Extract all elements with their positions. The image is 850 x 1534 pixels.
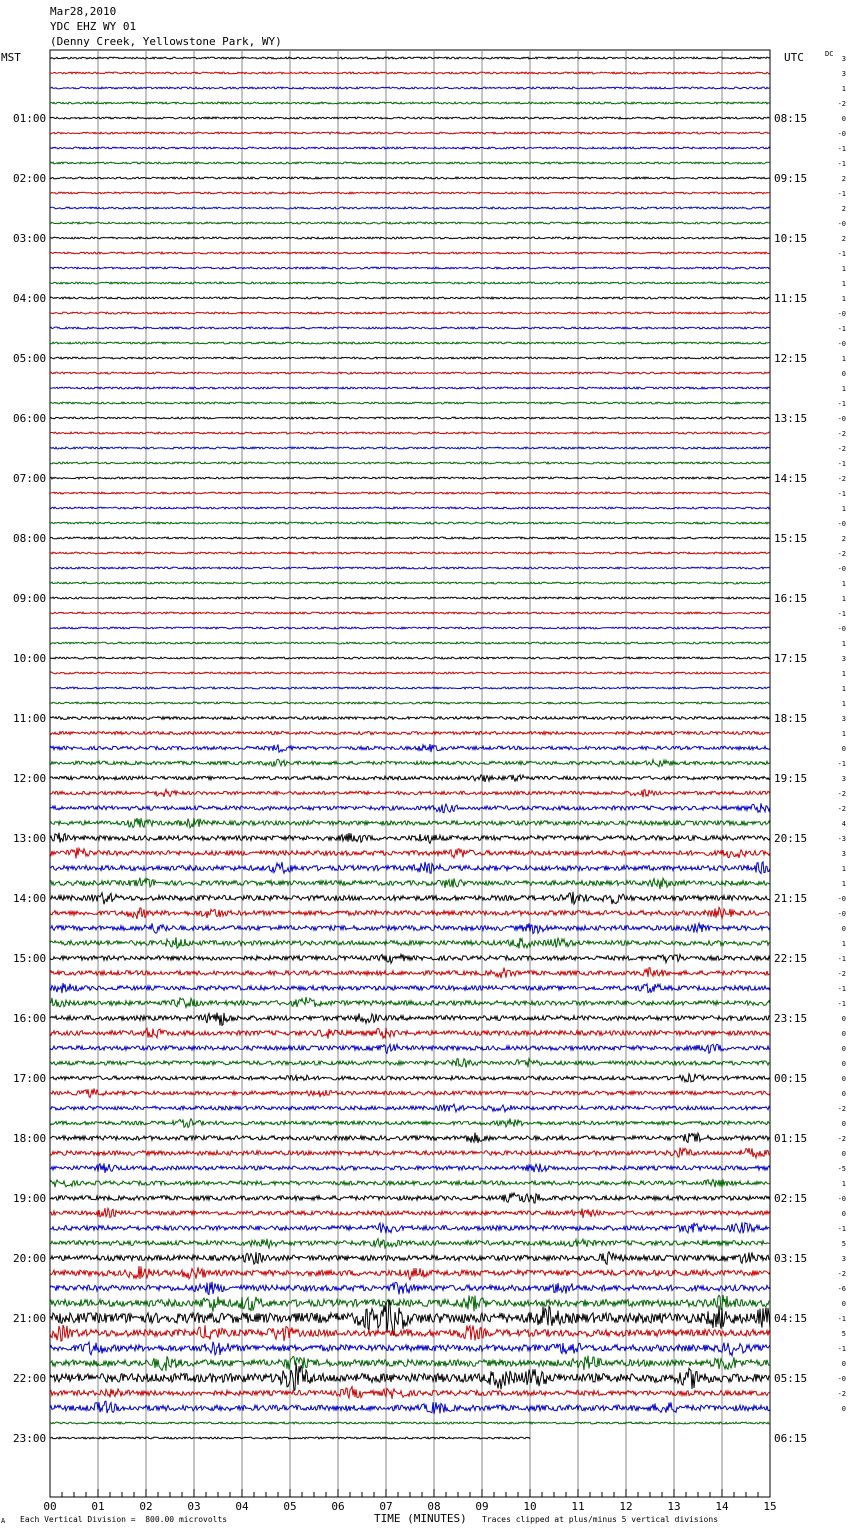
dc-offset-label: 0 (841, 1405, 846, 1413)
mst-hour-label: 05:00 (13, 352, 47, 365)
seismic-trace (50, 387, 770, 389)
dc-offset-label: -0 (837, 520, 846, 528)
dc-offset-label: 1 (841, 280, 846, 288)
utc-hour-label: 01:15 (774, 1132, 808, 1145)
seismic-trace (50, 402, 770, 404)
dc-offset-label: 3 (841, 1255, 846, 1263)
dc-offset-label: -1 (837, 190, 846, 198)
seismic-trace (50, 597, 770, 599)
dc-offset-label: 0 (841, 1030, 846, 1038)
seismic-trace (50, 848, 770, 859)
dc-offset-label: 4 (841, 820, 846, 828)
x-axis-label: TIME (MINUTES) (374, 1512, 467, 1525)
seismic-trace (50, 878, 770, 889)
seismic-trace (50, 1342, 770, 1356)
mst-hour-label: 13:00 (13, 832, 47, 845)
dc-offset-label: 1 (841, 505, 846, 513)
dc-offset-label: -1 (837, 400, 846, 408)
dc-offset-label: 0 (841, 1045, 846, 1053)
utc-hour-label: 08:15 (774, 112, 808, 125)
dc-offset-label: 1 (841, 265, 846, 273)
mst-hour-label: 07:00 (13, 472, 47, 485)
seismic-trace (50, 717, 770, 720)
dc-offset-label: 1 (841, 700, 846, 708)
dc-offset-label: -1 (837, 610, 846, 618)
seismic-trace (50, 477, 770, 479)
mst-hour-label: 03:00 (13, 232, 47, 245)
utc-hour-label: 15:15 (774, 532, 808, 545)
dc-label: DC (825, 50, 834, 58)
dc-offset-label: 5 (841, 1330, 846, 1338)
right-timezone-label: UTC (784, 51, 804, 64)
dc-offset-label: 3 (841, 850, 846, 858)
seismic-trace (50, 462, 770, 464)
seismic-trace (50, 582, 770, 584)
seismic-trace (50, 997, 770, 1007)
seismic-trace (50, 267, 770, 269)
dc-offset-label: -2 (837, 430, 846, 438)
seismic-trace (50, 1208, 770, 1218)
seismic-trace (50, 1028, 770, 1039)
mst-hour-label: 19:00 (13, 1192, 47, 1205)
dc-offset-label: -2 (837, 1270, 846, 1278)
dc-offset-label: 0 (841, 115, 846, 123)
dc-offset-label: -1 (837, 160, 846, 168)
dc-offset-label: 0 (841, 1300, 846, 1308)
dc-offset-label: -1 (837, 985, 846, 993)
dc-offset-label: -1 (837, 460, 846, 468)
seismic-trace (50, 1356, 770, 1371)
dc-offset-label: 1 (841, 685, 846, 693)
dc-offset-label: 3 (841, 655, 846, 663)
mst-hour-label: 06:00 (13, 412, 47, 425)
mst-hour-label: 15:00 (13, 952, 47, 965)
dc-offset-label: -6 (837, 1285, 846, 1293)
dc-offset-label: 0 (841, 1210, 846, 1218)
mst-hour-label: 23:00 (13, 1432, 47, 1445)
x-tick-label: 11 (571, 1500, 585, 1513)
seismic-trace (50, 327, 770, 329)
dc-offset-label: 3 (841, 775, 846, 783)
x-tick-label: 02 (139, 1500, 153, 1513)
dc-offset-label: -2 (837, 445, 846, 453)
seismic-trace (50, 1074, 770, 1082)
seismic-trace (50, 968, 770, 979)
utc-hour-label: 19:15 (774, 772, 808, 785)
mst-hour-label: 11:00 (13, 712, 47, 725)
x-tick-label: 13 (667, 1500, 681, 1513)
seismic-trace (50, 372, 770, 374)
seismic-trace (50, 312, 770, 314)
dc-offset-label: -2 (837, 475, 846, 483)
x-tick-label: 06 (331, 1500, 345, 1513)
seismic-trace (50, 1422, 770, 1424)
seismic-trace (50, 627, 770, 629)
dc-offset-label: 0 (841, 1075, 846, 1083)
x-tick-label: 00 (43, 1500, 57, 1513)
seismic-trace (50, 1119, 770, 1128)
utc-hour-label: 17:15 (774, 652, 808, 665)
seismic-trace (50, 1044, 770, 1053)
dc-offset-label: 3 (841, 715, 846, 723)
seismic-trace (50, 744, 770, 752)
dc-offset-label: 0 (841, 1120, 846, 1128)
seismic-trace (50, 1222, 770, 1233)
seismic-trace (50, 1295, 770, 1312)
utc-hour-label: 11:15 (774, 292, 808, 305)
dc-offset-label: 1 (841, 295, 846, 303)
seismic-trace (50, 507, 770, 509)
dc-offset-label: -0 (837, 130, 846, 138)
mst-hour-label: 09:00 (13, 592, 47, 605)
seismic-trace (50, 1239, 770, 1248)
seismic-trace (50, 937, 770, 948)
utc-hour-label: 02:15 (774, 1192, 808, 1205)
seismic-trace (50, 1282, 770, 1295)
seismic-trace (50, 672, 770, 674)
seismic-trace (50, 1148, 770, 1158)
dc-offset-label: -0 (837, 565, 846, 573)
utc-hour-label: 05:15 (774, 1372, 808, 1385)
dc-offset-label: -5 (837, 1165, 846, 1173)
dc-offset-label: -2 (837, 1135, 846, 1143)
seismic-trace (50, 862, 770, 874)
dc-offset-label: -0 (837, 625, 846, 633)
utc-hour-label: 06:15 (774, 1432, 808, 1445)
x-tick-label: 08 (427, 1500, 441, 1513)
dc-offset-label: 0 (841, 1015, 846, 1023)
dc-offset-label: -0 (837, 1375, 846, 1383)
utc-hour-label: 20:15 (774, 832, 808, 845)
dc-offset-label: -2 (837, 790, 846, 798)
dc-offset-label: 1 (841, 580, 846, 588)
dc-offset-label: -1 (837, 145, 846, 153)
seismic-trace (50, 537, 770, 539)
seismic-trace (50, 983, 770, 993)
utc-hour-label: 23:15 (774, 1012, 808, 1025)
x-tick-label: 12 (619, 1500, 633, 1513)
seismic-trace (50, 447, 770, 449)
dc-offset-label: -1 (837, 250, 846, 258)
dc-offset-label: -2 (837, 805, 846, 813)
seismic-trace (50, 687, 770, 689)
seismic-trace (50, 789, 770, 797)
seismic-trace (50, 552, 770, 554)
seismic-trace (50, 117, 770, 119)
chart-date: Mar28,2010 (50, 5, 117, 18)
x-tick-label: 15 (763, 1500, 777, 1513)
x-tick-label: 10 (523, 1500, 537, 1513)
seismic-trace (50, 297, 770, 299)
seismic-trace (50, 147, 770, 149)
seismic-trace (50, 1163, 770, 1173)
seismic-trace (50, 222, 770, 224)
x-tick-label: 09 (475, 1500, 489, 1513)
dc-offset-label: 1 (841, 730, 846, 738)
x-tick-label: 05 (283, 1500, 297, 1513)
dc-offset-label: -1 (837, 760, 846, 768)
seismic-trace (50, 892, 770, 905)
x-tick-label: 04 (235, 1500, 249, 1513)
dc-offset-label: -0 (837, 1195, 846, 1203)
dc-offset-label: 2 (841, 535, 846, 543)
dc-offset-label: 0 (841, 925, 846, 933)
x-tick-label: 03 (187, 1500, 201, 1513)
mst-hour-label: 02:00 (13, 172, 47, 185)
dc-offset-label: 0 (841, 1090, 846, 1098)
dc-offset-label: 3 (841, 55, 846, 63)
dc-offset-label: -0 (837, 910, 846, 918)
dc-offset-label: 2 (841, 235, 846, 243)
dc-offset-label: -2 (837, 100, 846, 108)
seismic-trace (50, 1401, 770, 1414)
seismic-trace (50, 192, 770, 194)
seismic-trace (50, 252, 770, 254)
dc-offset-label: 0 (841, 1360, 846, 1368)
dc-offset-label: 1 (841, 385, 846, 393)
seismic-trace (50, 417, 770, 419)
seismic-trace (50, 642, 770, 644)
mst-hour-label: 17:00 (13, 1072, 47, 1085)
utc-hour-label: 18:15 (774, 712, 808, 725)
seismic-trace (50, 432, 770, 434)
seismic-trace (50, 282, 770, 284)
seismic-trace (50, 1193, 770, 1203)
mst-hour-label: 14:00 (13, 892, 47, 905)
dc-offset-label: -2 (837, 550, 846, 558)
dc-offset-label: 1 (841, 865, 846, 873)
seismic-trace (50, 1179, 770, 1187)
seismic-trace (50, 492, 770, 494)
utc-hour-label: 04:15 (774, 1312, 808, 1325)
dc-offset-label: 0 (841, 370, 846, 378)
seismic-trace (50, 207, 770, 209)
utc-hour-label: 21:15 (774, 892, 808, 905)
seismic-trace (50, 731, 770, 734)
dc-offset-label: 1 (841, 670, 846, 678)
clip-note: Traces clipped at plus/minus 5 vertical divisions (482, 1515, 719, 1524)
seismic-trace (50, 522, 770, 524)
mst-hour-label: 21:00 (13, 1312, 47, 1325)
mst-hour-label: 01:00 (13, 112, 47, 125)
seismic-trace (50, 657, 770, 659)
mst-hour-label: 22:00 (13, 1372, 47, 1385)
seismic-trace (50, 342, 770, 344)
seismic-trace (50, 833, 770, 844)
dc-offset-label: -1 (837, 1345, 846, 1353)
seismic-trace (50, 775, 770, 782)
seismic-trace (50, 907, 770, 919)
seismic-trace (50, 132, 770, 134)
mst-hour-label: 16:00 (13, 1012, 47, 1025)
seismic-trace (50, 702, 770, 704)
dc-offset-label: 1 (841, 880, 846, 888)
utc-hour-label: 12:15 (774, 352, 808, 365)
x-tick-label: 14 (715, 1500, 729, 1513)
seismic-trace (50, 177, 770, 179)
dc-offset-label: 1 (841, 355, 846, 363)
dc-offset-label: -1 (837, 1225, 846, 1233)
seismic-trace (50, 1363, 770, 1391)
seismic-trace (50, 1387, 770, 1399)
mst-hour-label: 18:00 (13, 1132, 47, 1145)
dc-offset-label: 1 (841, 940, 846, 948)
seismic-trace (50, 818, 770, 828)
seismic-trace (50, 57, 770, 59)
seismic-trace (50, 1089, 770, 1098)
x-tick-label: 07 (379, 1500, 393, 1513)
seismic-trace (50, 237, 770, 239)
dc-offset-label: 1 (841, 640, 846, 648)
seismic-trace (50, 1325, 770, 1341)
utc-hour-label: 22:15 (774, 952, 808, 965)
dc-offset-label: -0 (837, 895, 846, 903)
seismic-trace (50, 1059, 770, 1068)
mst-hour-label: 12:00 (13, 772, 47, 785)
dc-offset-label: -0 (837, 220, 846, 228)
seismic-trace (50, 102, 770, 104)
dc-offset-label: -2 (837, 1105, 846, 1113)
mst-hour-label: 20:00 (13, 1252, 47, 1265)
seismic-trace (50, 567, 770, 569)
dc-offset-label: -2 (837, 1390, 846, 1398)
dc-offset-label: -1 (837, 1315, 846, 1323)
dc-offset-label: -1 (837, 325, 846, 333)
dc-offset-label: 1 (841, 595, 846, 603)
dc-offset-label: -1 (837, 490, 846, 498)
dc-offset-label: -2 (837, 970, 846, 978)
x-tick-label: 01 (91, 1500, 105, 1513)
seismic-trace (50, 1104, 770, 1112)
footer-marker: A (1, 1517, 6, 1525)
utc-hour-label: 14:15 (774, 472, 808, 485)
mst-hour-label: 10:00 (13, 652, 47, 665)
dc-offset-label: -0 (837, 415, 846, 423)
dc-offset-label: 1 (841, 1180, 846, 1188)
dc-offset-label: -1 (837, 955, 846, 963)
dc-offset-label: -1 (837, 1000, 846, 1008)
utc-hour-label: 10:15 (774, 232, 808, 245)
station-code: YDC EHZ WY 01 (50, 20, 137, 33)
utc-hour-label: 09:15 (774, 172, 808, 185)
seismic-trace (50, 612, 770, 614)
station-location: (Denny Creek, Yellowstone Park, WY) (50, 35, 282, 48)
seismic-trace (50, 162, 770, 164)
seismic-trace (50, 72, 770, 74)
seismic-trace (50, 1252, 770, 1265)
seismic-trace (50, 1013, 770, 1026)
utc-hour-label: 16:15 (774, 592, 808, 605)
dc-offset-label: 3 (841, 70, 846, 78)
seismic-trace (50, 759, 770, 767)
seismic-trace (50, 357, 770, 359)
utc-hour-label: 03:15 (774, 1252, 808, 1265)
dc-offset-label: -0 (837, 340, 846, 348)
dc-offset-label: 5 (841, 1240, 846, 1248)
dc-offset-label: 0 (841, 1060, 846, 1068)
seismic-trace (50, 1266, 770, 1280)
vertical-division-note: Each Vertical Division = 800.00 microvolts (20, 1515, 228, 1524)
seismic-trace (50, 1133, 770, 1143)
mst-hour-label: 08:00 (13, 532, 47, 545)
dc-offset-label: -0 (837, 310, 846, 318)
left-timezone-label: MST (1, 51, 21, 64)
dc-offset-label: 1 (841, 85, 846, 93)
seismic-trace (50, 954, 770, 963)
dc-offset-label: -3 (837, 835, 846, 843)
seismic-trace (50, 87, 770, 89)
utc-hour-label: 13:15 (774, 412, 808, 425)
dc-offset-label: 0 (841, 1150, 846, 1158)
seismic-trace (50, 923, 770, 933)
dc-offset-label: 2 (841, 205, 846, 213)
dc-offset-label: 2 (841, 175, 846, 183)
mst-hour-label: 04:00 (13, 292, 47, 305)
utc-hour-label: 00:15 (774, 1072, 808, 1085)
seismic-trace (50, 803, 770, 812)
dc-offset-label: 0 (841, 745, 846, 753)
